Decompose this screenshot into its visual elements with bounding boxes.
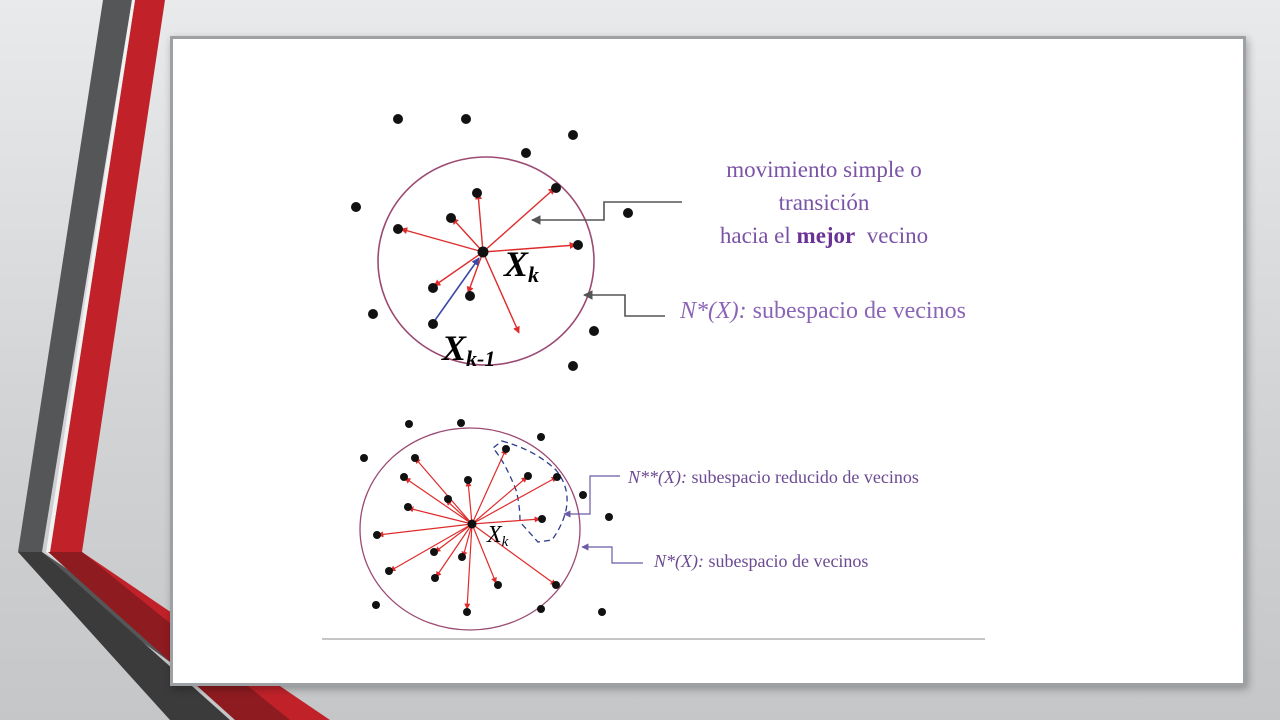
point [430,548,438,556]
move-label [690,153,958,252]
point [551,183,561,193]
point [393,224,403,234]
neighborhood-symbol: N*(X): [680,298,747,324]
pointer-move [532,202,682,220]
arrow [434,252,483,286]
current-solution-point [468,520,477,529]
point [472,188,482,198]
bottom-diagram [322,419,985,639]
reduced-neighborhood-label [628,467,919,488]
point [444,495,452,503]
arrow [468,252,483,293]
previous-move-arrow [433,258,479,323]
point [573,240,583,250]
move-label-line-1: movimiento simple o [726,157,922,182]
neighborhood-circle [378,157,594,365]
point [428,283,438,293]
point [446,213,456,223]
point [351,202,361,212]
arrow [390,524,472,571]
pointer-neighborhood [582,547,643,563]
point [464,476,472,484]
neighborhood-text: subespacio de vecinos [746,298,966,324]
xk-minus-1-label: Xk-1 [442,328,496,371]
current-solution-point [478,247,489,258]
xk-label: Xk [487,522,509,550]
point [400,473,408,481]
move-label-pre: hacia el [719,223,797,248]
arrow [472,519,540,524]
move-label-line-3 [690,219,958,252]
point [457,419,465,427]
point [465,291,475,301]
point [461,114,471,124]
arrow [401,229,483,252]
point [568,130,578,140]
arrow [472,449,506,524]
point [385,567,393,575]
move-label-line-2: transición [778,190,870,215]
arrow [408,508,472,524]
point [368,309,378,319]
neighborhood-text-bottom: subespacio de vecinos [703,551,869,571]
point [598,608,606,616]
arrow [468,481,472,524]
neighborhood-circle [360,428,580,630]
point [393,114,403,124]
point [431,574,439,582]
point [538,515,546,523]
neighborhood-label-bottom [654,551,868,572]
arrow [378,524,472,535]
point [623,208,633,218]
point [537,605,545,613]
point [494,581,502,589]
point [372,601,380,609]
pointer-neighborhood [584,295,665,316]
point [428,319,438,329]
arrow [436,524,472,577]
point [405,420,413,428]
arrow [483,245,576,252]
point [553,473,561,481]
pointer-reduced-neighborhood [564,476,620,514]
xk-label: Xk [504,244,540,287]
point [411,454,419,462]
reduced-neighborhood-text: subespacio reducido de vecinos [686,467,919,487]
neighborhood-symbol-bottom: N*(X): [654,551,704,571]
arrow [478,193,483,252]
point [589,326,599,336]
point [568,361,578,371]
point [524,472,532,480]
point [552,581,560,589]
move-label-bold: mejor [796,223,856,248]
reduced-neighborhood-symbol: N**(X): [628,467,687,487]
point [521,148,531,158]
point [502,445,510,453]
neighbor-arrows [401,188,576,333]
point [373,531,381,539]
arrow [467,524,472,609]
top-diagram [351,114,682,371]
point [404,503,412,511]
outside-points [360,419,613,616]
point [579,491,587,499]
point [463,608,471,616]
arrow [452,218,483,252]
point [360,454,368,462]
point [537,433,545,441]
outside-points [351,114,633,371]
neighborhood-label [680,298,966,325]
point [458,553,466,561]
move-label-post: vecino [855,223,929,248]
point [605,513,613,521]
neighbor-points [393,183,583,329]
